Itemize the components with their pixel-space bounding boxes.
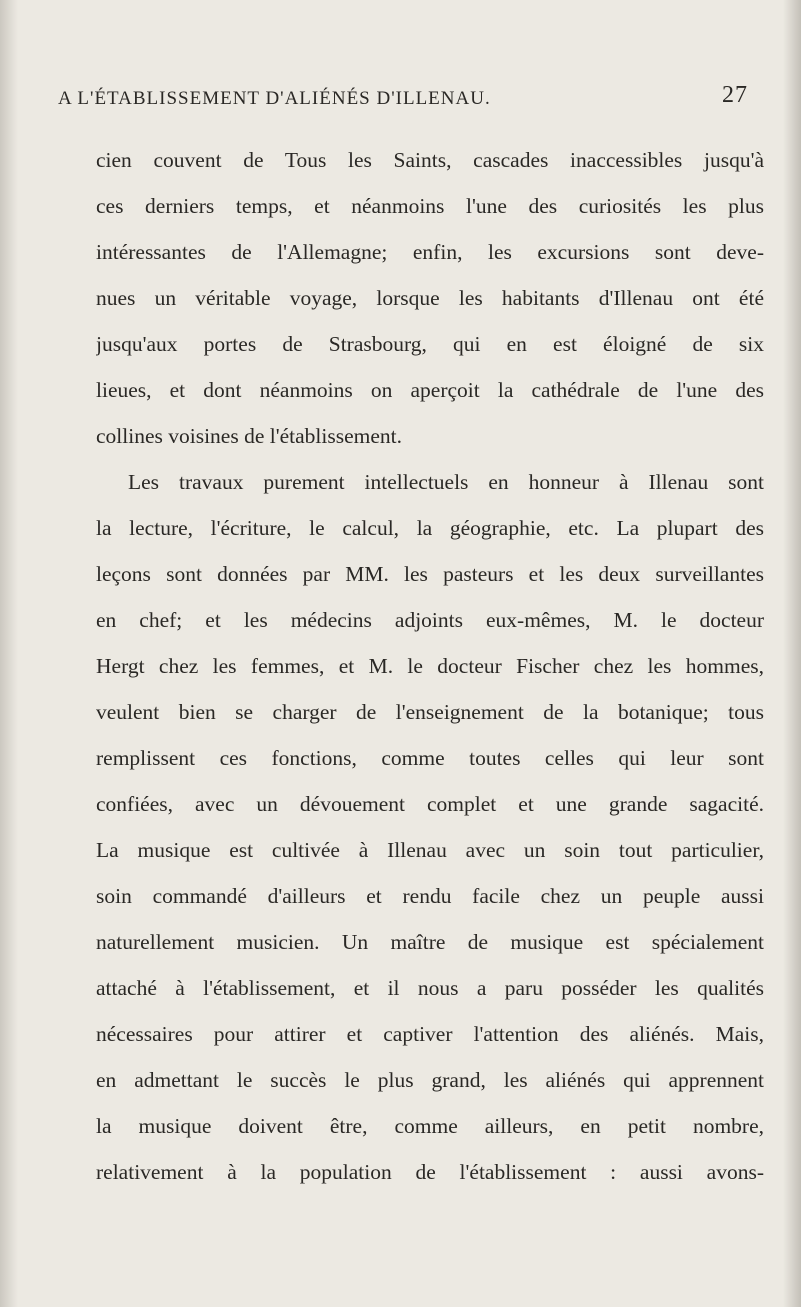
page-number: 27 — [722, 82, 748, 108]
text-line: en chef; et les médecins adjoints eux-mêmes, M. le docteur — [96, 608, 764, 632]
page-right-edge-shadow — [783, 0, 801, 1307]
text-line: jusqu'aux portes de Strasbourg, qui en est éloigné de six — [96, 332, 764, 356]
running-head — [58, 82, 758, 112]
text-line: cien couvent de Tous les Saints, cascades inaccessibles jusqu'à — [96, 148, 764, 172]
text-line: ces derniers temps, et néanmoins l'une des curiosités les plus — [96, 194, 764, 218]
text-line: naturellement musicien. Un maître de musique est spécialement — [96, 930, 764, 954]
text-line: la lecture, l'écriture, le calcul, la géographie, etc. La plupart des — [96, 516, 764, 540]
text-line: nues un véritable voyage, lorsque les habitants d'Illenau ont été — [96, 286, 764, 310]
text-line: remplissent ces fonctions, comme toutes celles qui leur sont — [96, 746, 764, 770]
text-line: la musique doivent être, comme ailleurs, en petit nombre, — [96, 1114, 764, 1138]
text-line: collines voisines de l'établissement. — [96, 424, 403, 448]
page-left-edge-shadow — [0, 0, 18, 1307]
text-line: Les travaux purement intellectuels en honneur à Illenau sont — [128, 470, 764, 494]
text-line: attaché à l'établissement, et il nous a paru posséder les qualités — [96, 976, 764, 1000]
text-line: lieues, et dont néanmoins on aperçoit la cathédrale de l'une des — [96, 378, 764, 402]
text-line: intéressantes de l'Allemagne; enfin, les excursions sont deve- — [96, 240, 764, 264]
text-line: veulent bien se charger de l'enseignement de la botanique; tous — [96, 700, 764, 724]
text-line: Hergt chez les femmes, et M. le docteur Fischer chez les hommes, — [96, 654, 764, 678]
body-text — [96, 137, 764, 1195]
text-line: nécessaires pour attirer et captiver l'attention des aliénés. Mais, — [96, 1022, 764, 1046]
text-line: confiées, avec un dévouement complet et une grande sagacité. — [96, 792, 764, 816]
running-title: A L'ÉTABLISSEMENT D'ALIÉNÉS D'ILLENAU. — [58, 88, 491, 109]
text-line: La musique est cultivée à Illenau avec un soin tout particulier, — [96, 838, 764, 862]
text-line: relativement à la population de l'établissement : aussi avons- — [96, 1160, 764, 1184]
text-line: en admettant le succès le plus grand, les aliénés qui apprennent — [96, 1068, 764, 1092]
text-line: leçons sont données par MM. les pasteurs et les deux surveillantes — [96, 562, 764, 586]
text-line: soin commandé d'ailleurs et rendu facile chez un peuple aussi — [96, 884, 764, 908]
